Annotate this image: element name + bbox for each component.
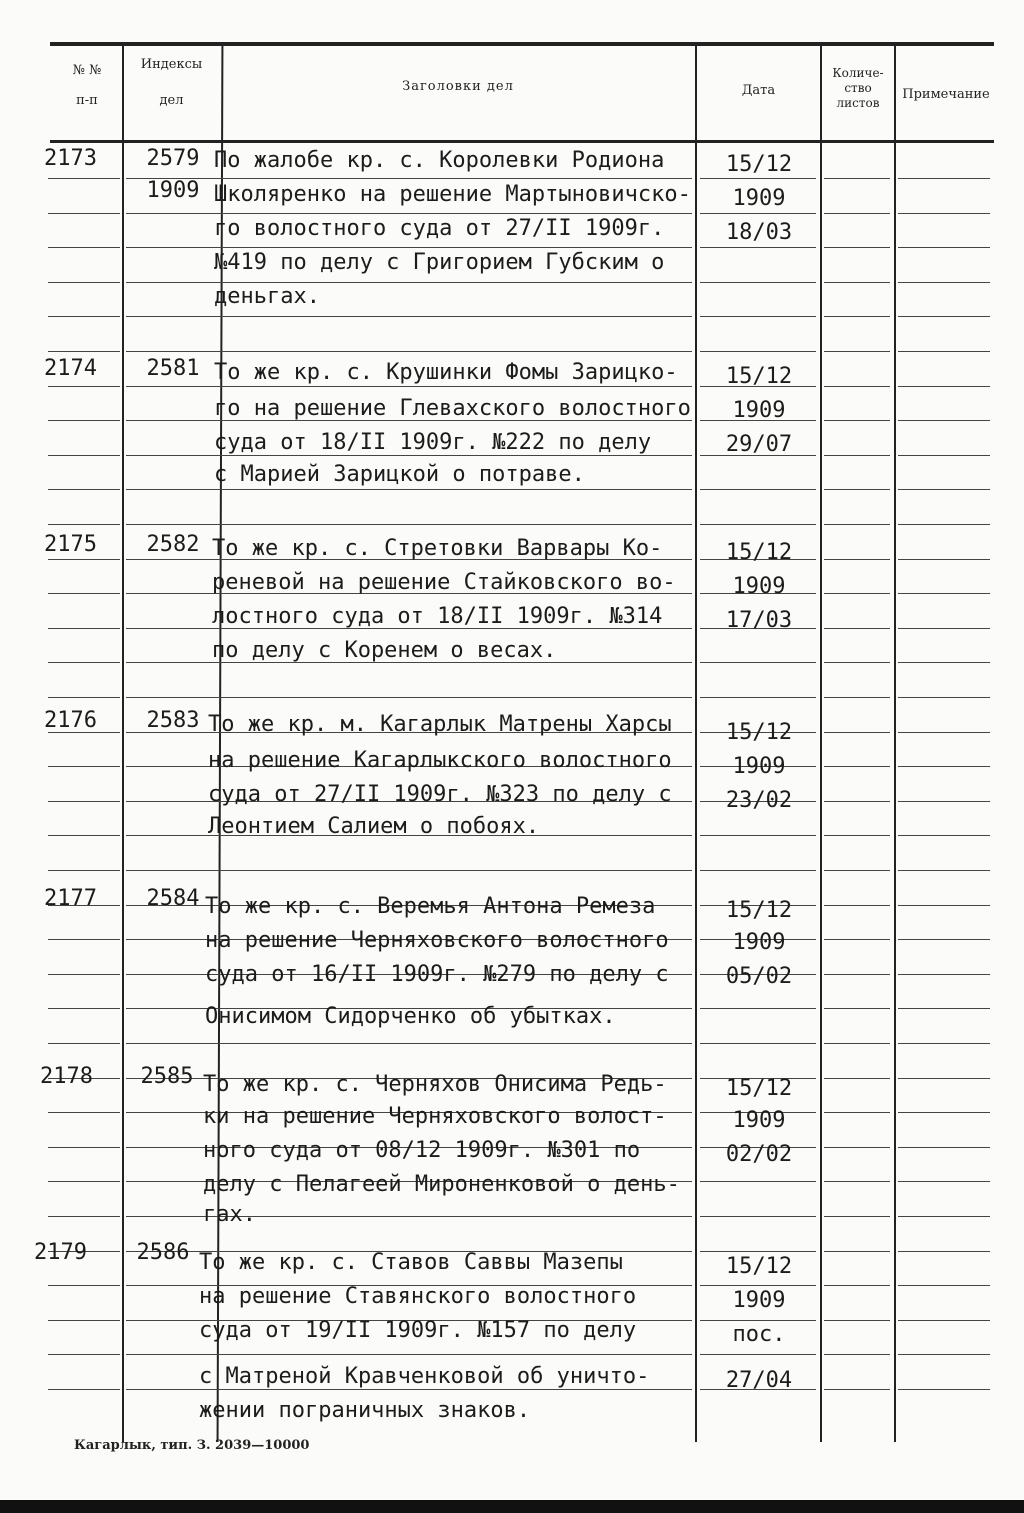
row-title-line: жении пограничных знаков. bbox=[199, 1398, 531, 1423]
ruled-line bbox=[898, 835, 990, 836]
ruled-line bbox=[824, 732, 890, 733]
ruled-line bbox=[824, 1285, 890, 1286]
row-title-line: гах. bbox=[203, 1202, 256, 1227]
ruled-line bbox=[824, 662, 890, 663]
ruled-line bbox=[898, 593, 990, 594]
ruled-line bbox=[898, 351, 990, 352]
ruled-line bbox=[824, 593, 890, 594]
ruled-line bbox=[48, 455, 120, 456]
ruled-line bbox=[48, 662, 120, 663]
ruled-line bbox=[700, 316, 816, 317]
ruled-line bbox=[48, 420, 120, 421]
ruled-line bbox=[48, 1389, 120, 1390]
ruled-line bbox=[48, 1043, 120, 1044]
ruled-line bbox=[126, 1354, 218, 1355]
ruled-line bbox=[48, 1181, 120, 1182]
ruled-line bbox=[898, 316, 990, 317]
ruled-line bbox=[898, 1354, 990, 1355]
ruled-line bbox=[48, 628, 120, 629]
row-date-line: 1909 bbox=[732, 930, 786, 955]
ruled-line bbox=[126, 386, 218, 387]
ruled-line bbox=[824, 524, 890, 525]
ruled-line bbox=[898, 1251, 990, 1252]
row-number: 2174 bbox=[44, 356, 97, 381]
row-date-line: 05/02 bbox=[725, 964, 793, 989]
row-number: 2176 bbox=[44, 708, 97, 733]
ruled-line bbox=[48, 213, 120, 214]
row-title-line: деньгах. bbox=[214, 284, 320, 309]
row-date-line: 15/12 bbox=[725, 898, 793, 923]
row-date-line: 15/12 bbox=[725, 1254, 793, 1279]
ruled-line bbox=[126, 593, 218, 594]
row-index: 2583 bbox=[146, 708, 200, 733]
ruled-line bbox=[898, 213, 990, 214]
ruled-line bbox=[700, 1181, 816, 1182]
ruled-line bbox=[126, 420, 218, 421]
row-date-line: 29/07 bbox=[725, 432, 793, 457]
header-index-line2: дел bbox=[159, 93, 184, 108]
row-title-line: То же кр. с. Черняхов Онисима Редь- bbox=[203, 1072, 667, 1097]
ruled-line bbox=[824, 282, 890, 283]
ruled-line bbox=[824, 1078, 890, 1079]
row-title-line: суда от 18/II 1909г. №222 по делу bbox=[214, 430, 652, 455]
ruled-line bbox=[898, 801, 990, 802]
ruled-line bbox=[898, 455, 990, 456]
ruled-line bbox=[824, 766, 890, 767]
ruled-line bbox=[700, 282, 816, 283]
ruled-line bbox=[700, 697, 816, 698]
row-number: 2173 bbox=[44, 146, 97, 171]
ruled-line bbox=[48, 939, 120, 940]
row-title-line: на решение Черняховского волостного bbox=[205, 928, 669, 953]
row-date-line: 15/12 bbox=[725, 364, 793, 389]
ruled-line bbox=[48, 1112, 120, 1113]
ruled-line bbox=[824, 835, 890, 836]
row-title-line: го на решение Глевахского волостного bbox=[214, 396, 691, 421]
ruled-line bbox=[48, 489, 120, 490]
ruled-line bbox=[898, 1216, 990, 1217]
ruled-line bbox=[126, 835, 218, 836]
ruled-line bbox=[898, 1389, 990, 1390]
row-date-line: 15/12 bbox=[725, 1076, 793, 1101]
ruled-line bbox=[126, 489, 218, 490]
ruled-line bbox=[898, 420, 990, 421]
ruled-line bbox=[824, 1354, 890, 1355]
ruled-line bbox=[824, 870, 890, 871]
row-number: 2175 bbox=[44, 532, 97, 557]
ruled-line bbox=[700, 489, 816, 490]
ruled-line bbox=[48, 697, 120, 698]
ruled-line bbox=[214, 524, 692, 525]
ruled-line bbox=[126, 213, 218, 214]
ruled-line bbox=[824, 351, 890, 352]
ruled-line bbox=[898, 1112, 990, 1113]
row-date-line: 23/02 bbox=[725, 788, 793, 813]
ruled-line bbox=[48, 801, 120, 802]
row-title-line: №419 по делу с Григорием Губским о bbox=[214, 250, 665, 275]
ruled-line bbox=[898, 939, 990, 940]
ruled-line bbox=[700, 1216, 816, 1217]
ruled-line bbox=[898, 628, 990, 629]
row-index: 2584 bbox=[146, 886, 200, 911]
ruled-line bbox=[700, 1043, 816, 1044]
row-title-line: Школяренко на решение Мартыновичско- bbox=[214, 182, 691, 207]
ruled-line bbox=[126, 766, 218, 767]
ruled-line bbox=[824, 1251, 890, 1252]
row-title-line: на решение Кагарлыкского волостного bbox=[208, 748, 672, 773]
header-count-line3: листов bbox=[836, 96, 880, 110]
header-index-line1: Индексы bbox=[140, 57, 203, 72]
ruled-line bbox=[824, 1008, 890, 1009]
ruled-line bbox=[898, 489, 990, 490]
ruled-line bbox=[48, 593, 120, 594]
row-title-line: ки на решение Черняховского волост- bbox=[203, 1104, 667, 1129]
ruled-line bbox=[898, 1078, 990, 1079]
ruled-line bbox=[898, 1147, 990, 1148]
header-number-line1: № № bbox=[72, 63, 102, 78]
ruled-line bbox=[126, 662, 218, 663]
ruled-line bbox=[700, 1008, 816, 1009]
header-count-line1: Количе- bbox=[832, 66, 884, 80]
scan-edge bbox=[0, 1500, 1024, 1513]
ruled-line bbox=[824, 178, 890, 179]
ruled-line bbox=[898, 282, 990, 283]
row-index: 2579 bbox=[146, 146, 200, 171]
ruled-line bbox=[214, 870, 692, 871]
row-title-line: То же кр. с. Стретовки Варвары Ко- bbox=[212, 536, 663, 561]
ruled-line bbox=[824, 939, 890, 940]
header-sheet-count bbox=[822, 66, 894, 111]
ruled-line bbox=[48, 870, 120, 871]
ruled-line bbox=[700, 870, 816, 871]
row-title-line: То же кр. с. Веремья Антона Ремеза bbox=[205, 894, 656, 919]
row-date-line: 15/12 bbox=[725, 720, 793, 745]
row-title-line: Леонтием Салием о побоях. bbox=[208, 814, 540, 839]
ruled-line bbox=[824, 559, 890, 560]
ruled-line bbox=[48, 1285, 120, 1286]
ruled-line bbox=[824, 1112, 890, 1113]
row-date-line: 1909 bbox=[732, 398, 786, 423]
ruled-line bbox=[824, 1216, 890, 1217]
row-date-line: 1909 bbox=[732, 754, 786, 779]
row-title-line: ного суда от 08/12 1909г. №301 по bbox=[203, 1138, 641, 1163]
column-divider-4 bbox=[820, 42, 822, 1442]
ruled-line bbox=[898, 1181, 990, 1182]
ruled-line bbox=[824, 628, 890, 629]
row-date-line: 18/03 bbox=[725, 220, 793, 245]
ruled-line bbox=[48, 386, 120, 387]
row-title-line: То же кр. с. Крушинки Фомы Зарицко- bbox=[214, 360, 678, 385]
ruled-line bbox=[48, 835, 120, 836]
ruled-line bbox=[700, 662, 816, 663]
row-date-line: 1909 bbox=[732, 186, 786, 211]
row-title-line: го волостного суда от 27/II 1909г. bbox=[214, 216, 665, 241]
ruled-line bbox=[48, 974, 120, 975]
row-date-line: 17/03 bbox=[725, 608, 793, 633]
row-number: 2179 bbox=[34, 1240, 87, 1265]
ruled-line bbox=[824, 455, 890, 456]
row-number: 2178 bbox=[40, 1064, 93, 1089]
row-index: 2585 bbox=[140, 1064, 194, 1089]
ruled-line bbox=[48, 178, 120, 179]
ruled-line bbox=[48, 524, 120, 525]
ruled-line bbox=[126, 316, 218, 317]
ruled-line bbox=[48, 247, 120, 248]
row-title-line: с Марией Зарицкой о потраве. bbox=[214, 462, 585, 487]
header-date: Дата bbox=[741, 83, 776, 98]
ruled-line bbox=[824, 1181, 890, 1182]
row-title-line: лостного суда от 18/II 1909г. №314 bbox=[212, 604, 663, 629]
ruled-line bbox=[126, 870, 218, 871]
ruled-line bbox=[898, 1008, 990, 1009]
ruled-line bbox=[898, 178, 990, 179]
ruled-line bbox=[898, 732, 990, 733]
ruled-line bbox=[48, 1008, 120, 1009]
header-number-line2: п-п bbox=[76, 93, 98, 108]
column-divider-1 bbox=[122, 42, 124, 1442]
ruled-line bbox=[48, 1216, 120, 1217]
ruled-line bbox=[824, 801, 890, 802]
ruled-line bbox=[48, 282, 120, 283]
ruled-line bbox=[898, 1043, 990, 1044]
ruled-line bbox=[898, 905, 990, 906]
ruled-line bbox=[824, 386, 890, 387]
ruled-line bbox=[700, 1354, 816, 1355]
row-title-line: на решение Ставянского волостного bbox=[199, 1284, 637, 1309]
row-index: 2582 bbox=[146, 532, 200, 557]
row-date-line: 02/02 bbox=[725, 1142, 793, 1167]
row-index-year: 1909 bbox=[146, 178, 200, 203]
ruled-line bbox=[824, 213, 890, 214]
ruled-line bbox=[126, 628, 218, 629]
row-date-line: 27/04 bbox=[725, 1368, 793, 1393]
ruled-line bbox=[898, 1285, 990, 1286]
row-date-line: 1909 bbox=[732, 1108, 786, 1133]
print-imprint: Кагарлык, тип. З. 2039—10000 bbox=[74, 1438, 310, 1453]
ruled-line bbox=[898, 386, 990, 387]
row-title-line: То же кр. с. Ставов Саввы Мазепы bbox=[199, 1250, 623, 1275]
ruled-line bbox=[126, 247, 218, 248]
row-index: 2586 bbox=[136, 1240, 190, 1265]
row-title-line: суда от 27/II 1909г. №323 по делу с bbox=[208, 782, 672, 807]
ruled-line bbox=[48, 1147, 120, 1148]
ruled-line bbox=[898, 697, 990, 698]
row-title-line: То же кр. м. Кагарлык Матрены Харсы bbox=[208, 712, 672, 737]
ruled-line bbox=[898, 1320, 990, 1321]
ruled-line bbox=[898, 662, 990, 663]
row-title-line: делу с Пелагеей Мироненковой о день- bbox=[203, 1172, 680, 1197]
ruled-line bbox=[214, 697, 692, 698]
ruled-line bbox=[898, 766, 990, 767]
row-date-line: пос. bbox=[732, 1322, 786, 1347]
row-title-line: реневой на решение Стайковского во- bbox=[212, 570, 676, 595]
row-date-line: 15/12 bbox=[725, 540, 793, 565]
row-title-line: с Матреной Кравченковой об уничто- bbox=[199, 1364, 650, 1389]
ruled-line bbox=[214, 1043, 692, 1044]
ruled-line bbox=[126, 697, 218, 698]
row-date-line: 1909 bbox=[732, 1288, 786, 1313]
ruled-line bbox=[824, 316, 890, 317]
row-title-line: Онисимом Сидорченко об убытках. bbox=[205, 1004, 616, 1029]
row-title-line: по делу с Коренем о весах. bbox=[212, 638, 557, 663]
row-title-line: По жалобе кр. с. Королевки Родиона bbox=[214, 148, 665, 173]
ruled-line bbox=[48, 1320, 120, 1321]
ruled-line bbox=[700, 524, 816, 525]
ruled-line bbox=[824, 1043, 890, 1044]
ruled-line bbox=[824, 905, 890, 906]
header-title: Заголовки дел bbox=[402, 79, 514, 94]
ruled-line bbox=[126, 282, 218, 283]
row-date-line: 15/12 bbox=[725, 152, 793, 177]
header-note: Примечание bbox=[902, 87, 990, 102]
ruled-line bbox=[898, 247, 990, 248]
ruled-line bbox=[898, 559, 990, 560]
ruled-line bbox=[824, 1320, 890, 1321]
ruled-line bbox=[126, 455, 218, 456]
row-title-line: суда от 16/II 1909г. №279 по делу с bbox=[205, 962, 669, 987]
ruled-line bbox=[898, 870, 990, 871]
ruled-line bbox=[824, 489, 890, 490]
ruled-line bbox=[898, 524, 990, 525]
row-title-line: суда от 19/II 1909г. №157 по делу bbox=[199, 1318, 637, 1343]
ruled-line bbox=[824, 247, 890, 248]
ruled-line bbox=[824, 697, 890, 698]
row-date-line: 1909 bbox=[732, 574, 786, 599]
ruled-line bbox=[700, 351, 816, 352]
ruled-line bbox=[48, 1354, 120, 1355]
ruled-line bbox=[824, 420, 890, 421]
header-count-line2: ство bbox=[844, 81, 872, 95]
ruled-line bbox=[126, 524, 218, 525]
column-divider-3 bbox=[695, 42, 697, 1442]
ruled-line bbox=[898, 974, 990, 975]
table-top-border bbox=[50, 42, 994, 46]
ruled-line bbox=[700, 835, 816, 836]
ruled-line bbox=[48, 766, 120, 767]
ruled-line bbox=[48, 316, 120, 317]
ruled-line bbox=[126, 1043, 218, 1044]
row-index: 2581 bbox=[146, 356, 200, 381]
ruled-line bbox=[214, 316, 692, 317]
header-number bbox=[52, 62, 122, 110]
ruled-line bbox=[824, 974, 890, 975]
ruled-line bbox=[824, 1147, 890, 1148]
ruled-line bbox=[824, 1389, 890, 1390]
row-number: 2177 bbox=[44, 886, 97, 911]
header-index bbox=[124, 56, 219, 110]
ruled-line bbox=[214, 1354, 692, 1355]
column-divider-5 bbox=[894, 42, 896, 1442]
ruled-line bbox=[214, 351, 692, 352]
ruled-line bbox=[126, 801, 218, 802]
